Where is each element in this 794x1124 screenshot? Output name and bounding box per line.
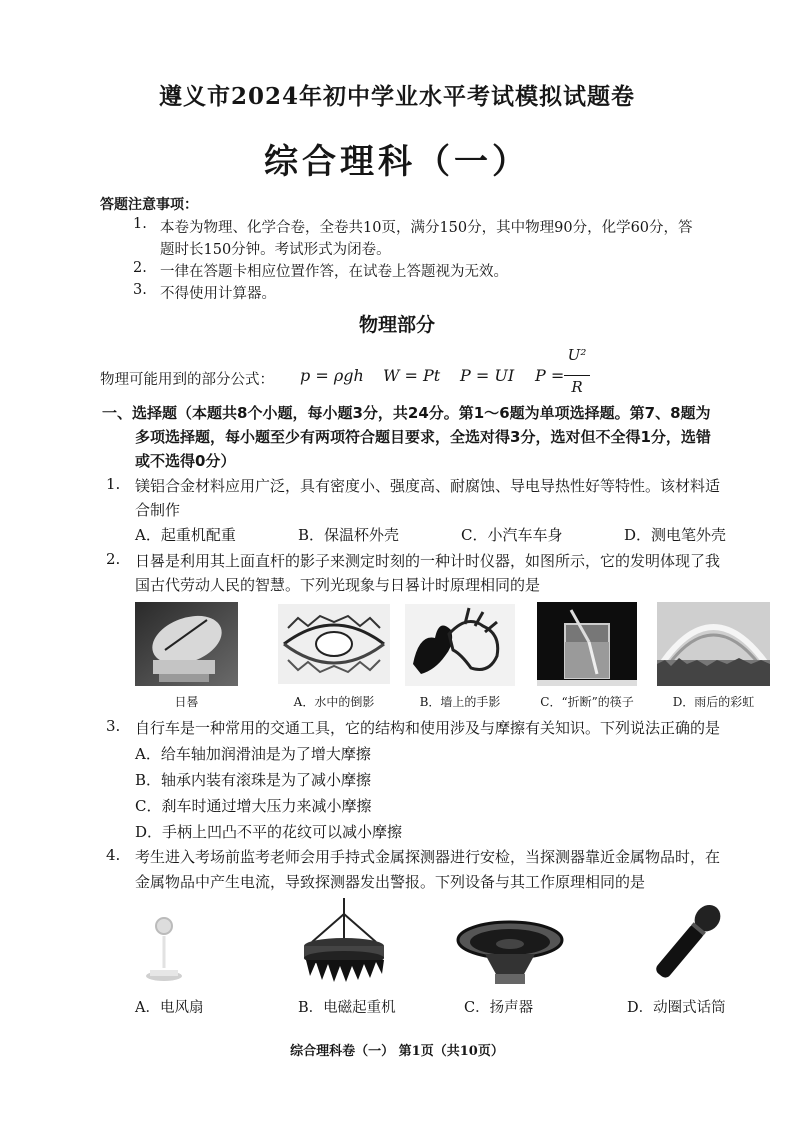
caption-a: A．水中的倒影 — [293, 695, 375, 709]
q3-option-a: A．给车轴加润滑油是为了增大摩擦 — [135, 745, 371, 763]
notice-num: 3. — [133, 282, 147, 298]
q3-option-c: C．刹车时通过增大压力来减小摩擦 — [135, 797, 372, 815]
dynamic-microphone-image — [640, 900, 730, 990]
electromagnetic-crane-image — [298, 896, 390, 988]
fraction-bar — [564, 375, 590, 376]
q4-caption-d: D．动圈式话筒 — [627, 1000, 726, 1016]
water-reflection-image — [278, 604, 390, 684]
formula-numerator: U² — [567, 346, 587, 364]
q1-stem-line2: 合制作 — [135, 501, 181, 519]
question-number: 2. — [106, 550, 121, 568]
q3-option-b: B．轴承内装有滚珠是为了减小摩擦 — [135, 771, 372, 789]
q4-caption-c: C．扬声器 — [464, 1000, 534, 1016]
caption-sundial: 日晷 — [174, 695, 199, 709]
q4-caption-a: A．电风扇 — [135, 1000, 204, 1016]
q4-stem-line1: 考生进入考场前监考老师会用手持式金属探测器进行安检，当探测器靠近金属物品时，在 — [135, 848, 721, 866]
q4-stem-line2: 金属物品中产生电流，导致探测器发出警报。下列设备与其工作原理相同的是 — [135, 873, 646, 891]
sundial-image — [135, 602, 238, 686]
q1-option-b: B．保温杯外壳 — [298, 526, 400, 544]
formula-denominator: R — [571, 378, 583, 396]
question-number: 3. — [106, 717, 121, 735]
caption-c: C．“折断”的筷子 — [540, 695, 634, 709]
notice-item-1-line2: 题时长150分钟。考试形式为闭卷。 — [160, 242, 391, 258]
caption-b: B．墙上的手影 — [419, 695, 501, 709]
q3-stem: 自行车是一种常用的交通工具，它的结构和使用涉及与摩擦有关知识。下列说法正确的是 — [135, 719, 721, 737]
question-number: 4. — [106, 846, 121, 864]
page-footer: 综合理科卷（一） 第1页（共10页） — [290, 1044, 504, 1059]
notice-heading: 答题注意事项： — [100, 197, 198, 213]
exam-title: 遵义市2024年初中学业水平考试模拟试题卷 — [158, 83, 635, 110]
notice-num: 1. — [133, 216, 147, 232]
exam-subtitle: 综合理科（一） — [264, 142, 530, 182]
notice-num: 2. — [133, 260, 147, 276]
notice-item-2: 一律在答题卡相应位置作答，在试卷上答题视为无效。 — [160, 264, 508, 280]
q4-caption-b: B．电磁起重机 — [298, 1000, 396, 1016]
formula-pressure: p = ρgh — [300, 366, 364, 385]
formula-power: P = UI — [460, 366, 515, 385]
section-title: 物理部分 — [358, 314, 435, 336]
bent-chopstick-image — [537, 602, 637, 686]
q3-option-d: D．手柄上凹凸不平的花纹可以减小摩擦 — [135, 823, 403, 841]
q1-stem-line1: 镁铝合金材料应用广泛，具有密度小、强度高、耐腐蚀、导电导热性好等特性。该材料适 — [135, 477, 721, 495]
part1-line2: 多项选择题，每小题至少有两项符合题目要求，全选对得3分，选对但不全得1分，选错 — [135, 428, 711, 446]
formula-power-lhs: P = — [535, 366, 565, 385]
q1-option-a: A．起重机配重 — [135, 526, 236, 544]
notice-item-3: 不得使用计算器。 — [160, 286, 276, 302]
q1-option-d: D．测电笔外壳 — [624, 526, 727, 544]
q2-stem-line2: 国古代劳动人民的智慧。下列光现象与日晷计时原理相同的是 — [135, 576, 541, 594]
rainbow-image — [657, 602, 770, 686]
q2-stem-line1: 日晷是利用其上面直杆的影子来测定时刻的一种计时仪器，如图所示，它的发明体现了我 — [135, 552, 721, 570]
notice-item-1-line1: 本卷为物理、化学合卷，全卷共10页，满分150分，其中物理90分，化学60分，答 — [160, 220, 693, 236]
electric-fan-image — [140, 914, 190, 986]
formula-work: W = Pt — [383, 366, 441, 385]
part1-line1: 一、选择题（本题共8个小题，每小题3分，共24分。第1～6题为单项选择题。第7、8题为 — [102, 404, 711, 422]
formula-label: 物理可能用到的部分公式： — [100, 372, 274, 388]
hand-shadow-image — [405, 604, 515, 686]
q1-option-c: C．小汽车车身 — [461, 526, 563, 544]
part1-line3: 或不选得0分） — [135, 452, 236, 470]
question-number: 1. — [106, 475, 121, 493]
loudspeaker-image — [455, 918, 565, 990]
caption-d: D．雨后的彩虹 — [672, 695, 755, 709]
